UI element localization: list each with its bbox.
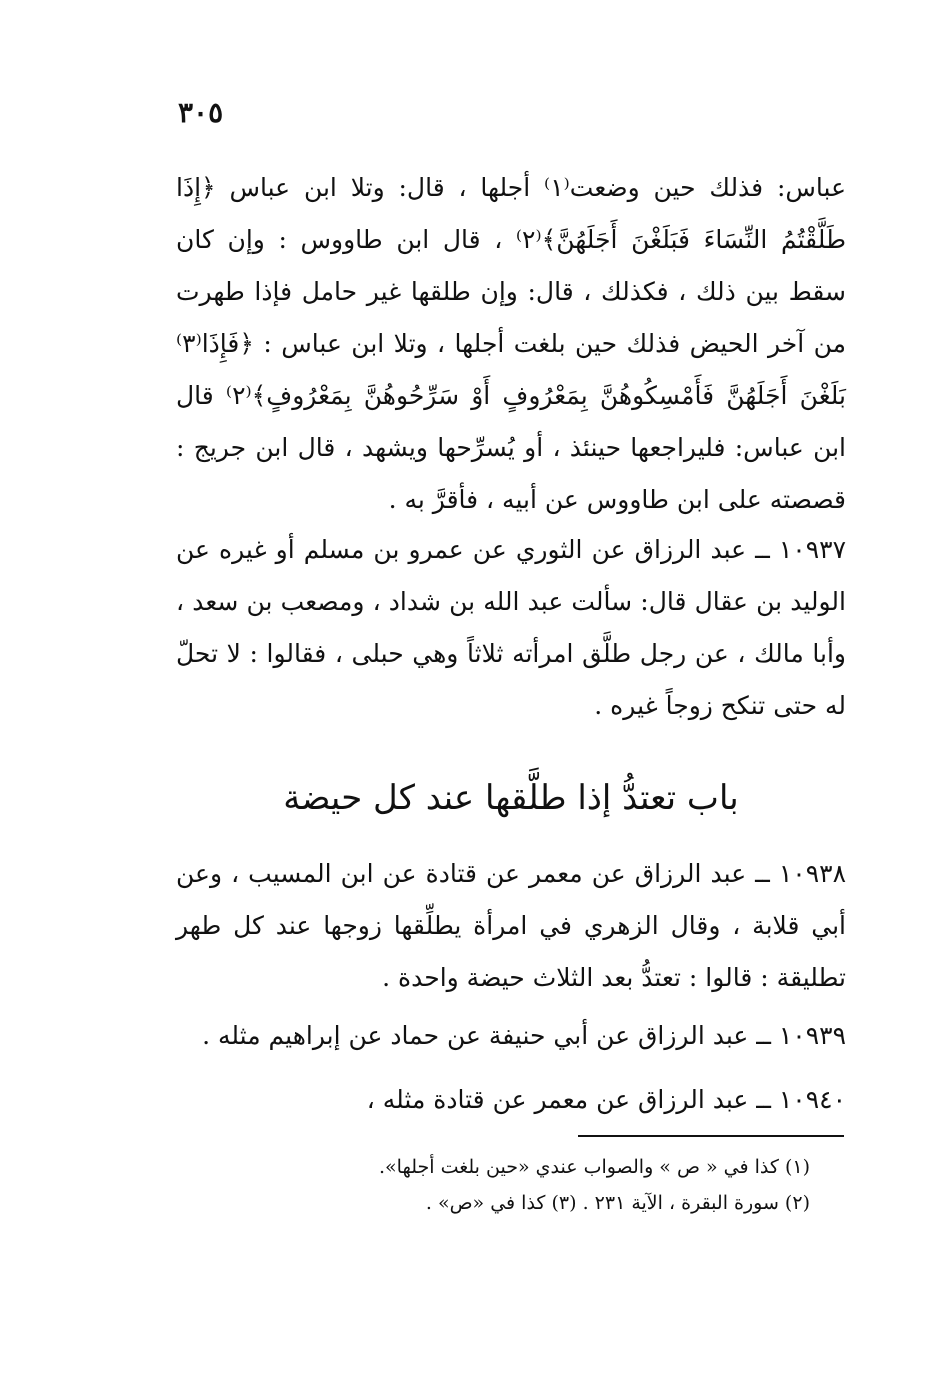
paragraph-10938: ١٠٩٣٨ ــ عبد الرزاق عن معمر عن قتادة عن ابن المسيب ، وعن أبي قلابة ، وقال الزهري في امرأة يطلِّقها زوجها عند كل طهر تطليقة : قالوا : تعتدُّ بعد الثلاث حيضة واحدة . [176,859,846,992]
footnote-2-3: (٢) سورة البقرة ، الآية ٢٣١ . (٣) كذا في «ص» . [425,1192,810,1214]
footnote-1: (١) كذا في « ص » والصواب عندي «حين بلغت أجلها». [379,1156,810,1178]
paragraph-continuation: عباس: فذلك حين وضعت⁽١⁾ أجلها ، قال: وتلا ابن عباس ﴿إِذَا طَلَّقْتُمُ النِّسَاءَ فَبَلَغْنَ أَجَلَهُنَّ﴾⁽٢⁾ ، قال ابن طاووس : وإن كان سقط بين ذلك ، فكذلك ، قال: وإن طلقها غير حامل فإذا طهرت من آخر الحيض فذلك حين بلغت أجلها ، وتلا ابن عباس : ﴿فَإِذَا⁽٣⁾ بَلَغْنَ أَجَلَهُنَّ فَأَمْسِكُوهُنَّ بِمَعْرُوفٍ أَوْ سَرِّحُوهُنَّ بِمَعْرُوفٍ﴾⁽٢⁾ قال ابن عباس: فليراجعها حينئذ ، أو يُسرِّحها ويشهد ، قال ابن جريج : قصصته على ابن طاووس عن أبيه ، فأقرَّ به . [176,173,846,514]
paragraph-10939: ١٠٩٣٩ ــ عبد الرزاق عن أبي حنيفة عن حماد عن إبراهيم مثله . [202,1021,846,1050]
footnote-divider [578,1135,844,1137]
paragraph-10940: ١٠٩٤٠ ــ عبد الرزاق عن معمر عن قتادة مثله ، [366,1085,846,1114]
paragraph-10937: ١٠٩٣٧ ــ عبد الرزاق عن الثوري عن عمرو بن مسلم أو غيره عن الوليد بن عقال قال: سألت عبد الله بن شداد ، ومصعب بن سعد ، وأبا مالك ، عن رجل طلَّق امرأته ثلاثاً وهي حبلى ، فقالوا : لا تحلّ له حتى تنكح زوجاً غيره . [176,535,846,720]
page-number: ٣٠٥ [178,96,224,129]
chapter-heading: باب تعتدُّ إذا طلَّقها عند كل حيضة [283,778,739,818]
